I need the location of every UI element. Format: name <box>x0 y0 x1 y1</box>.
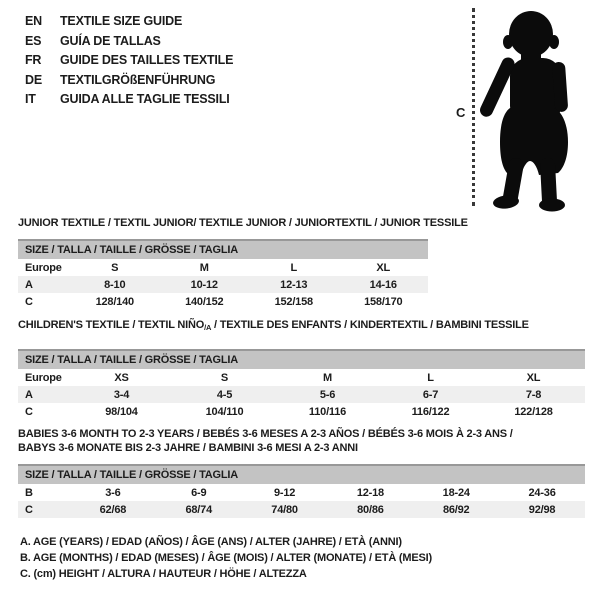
size-table-children <box>18 369 585 420</box>
size-header-bar: SIZE / TALLA / TAILLE / GRÖSSE / TAGLIA <box>18 349 585 369</box>
table-cell: 98/104 <box>105 405 138 418</box>
language-code: FR <box>25 53 42 67</box>
table-cell: 128/140 <box>95 295 134 308</box>
table-cell: 86/92 <box>413 501 499 518</box>
table-cell: M <box>323 371 332 384</box>
table-cell: M <box>199 261 209 274</box>
language-code: DE <box>25 72 42 87</box>
table-row <box>18 484 585 501</box>
size-header-bar: SIZE / TALLA / TAILLE / GRÖSSE / TAGLIA <box>18 239 428 259</box>
section-title: JUNIOR TEXTILE / TEXTIL JUNIOR/ TEXTILE JUNIOR / JUNIORTEXTIL / JUNIOR TESSILE <box>18 217 468 229</box>
table-cell: Europe <box>25 261 62 274</box>
height-measure-dotted-line <box>472 8 475 206</box>
language-row-en <box>25 12 233 32</box>
table-cell: 104/110 <box>205 405 244 418</box>
table-cell: 152/158 <box>274 295 313 308</box>
table-cell: XL <box>526 371 541 384</box>
table-cell: 110/116 <box>308 405 347 418</box>
table-cell: B <box>25 486 33 499</box>
title-text: / TEXTILE DES ENFANTS / KINDERTEXTIL / BAMBINI TESSILE <box>211 319 529 331</box>
table-row <box>18 276 428 293</box>
title-line-2: BABYS 3-6 MONATE BIS 2-3 JAHRE / BAMBINI 3-6 MESI A 2-3 ANNI <box>18 442 358 454</box>
table-cell: 116/122 <box>411 405 450 418</box>
table-cell: 74/80 <box>242 501 328 518</box>
footnote-b: B. AGE (MONTHS) / EDAD (MESES) / ÂGE (MOIS) / ALTER (MONATE) / ETÀ (MESI) <box>20 552 432 565</box>
table-cell: XS <box>114 371 129 384</box>
table-cell: 7-8 <box>482 386 585 403</box>
table-cell: 5-6 <box>276 386 379 403</box>
table-cell: 92/98 <box>499 501 585 518</box>
table-cell: C <box>18 501 70 518</box>
toddler-silhouette-icon <box>480 8 572 212</box>
language-title: GUÍA DE TALLAS <box>60 33 161 48</box>
table-row <box>18 501 585 518</box>
section-title <box>18 427 585 455</box>
language-row-fr <box>25 51 233 71</box>
table-cell: L <box>427 371 434 384</box>
table-cell: 12-18 <box>356 486 384 499</box>
language-code: EN <box>25 14 42 28</box>
table-cell: 68/74 <box>156 501 242 518</box>
section-title <box>18 319 585 334</box>
section-babies <box>18 427 585 518</box>
table-row <box>18 386 585 403</box>
table-row <box>18 403 585 420</box>
table-row <box>18 369 585 386</box>
table-cell: 9-12 <box>273 486 296 499</box>
footnote-legend <box>20 534 432 583</box>
table-cell: 6-7 <box>379 386 482 403</box>
table-cell: 3-6 <box>105 486 121 499</box>
table-cell: 158/170 <box>364 295 403 308</box>
table-cell: Europe <box>25 371 62 384</box>
title-line-1: BABIES 3-6 MONTH TO 2-3 YEARS / BEBÉS 3-6 MESES A 2-3 AÑOS / BÉBÉS 3-6 MOIS À 2-3 ANS / <box>18 428 513 440</box>
footnote-c: C. (cm) HEIGHT / ALTURA / HAUTEUR / HÖHE / ALTEZZA <box>20 568 307 581</box>
height-measure-label: C <box>456 105 466 120</box>
title-text: CHILDREN'S TEXTILE / TEXTIL NIÑO <box>18 319 205 331</box>
language-row-de <box>25 71 233 91</box>
table-cell: 8-10 <box>70 276 160 293</box>
table-cell: 140/152 <box>185 295 224 308</box>
language-title: GUIDE DES TAILLES TEXTILE <box>60 53 234 67</box>
section-childrens-textile <box>18 319 585 420</box>
table-row <box>18 259 428 276</box>
language-row-it <box>25 90 233 110</box>
table-cell: A <box>18 386 70 403</box>
language-title: GUIDA ALLE TAGLIE TESSILI <box>60 92 230 106</box>
table-cell: 24-36 <box>528 486 556 499</box>
language-code: IT <box>25 92 36 106</box>
table-cell: A <box>18 276 70 293</box>
table-cell: S <box>111 261 119 274</box>
language-title: TEXTILE SIZE GUIDE <box>60 14 183 28</box>
table-cell: 80/86 <box>327 501 413 518</box>
table-cell: 4-5 <box>173 386 276 403</box>
table-cell: 6-9 <box>191 486 207 499</box>
language-title: TEXTILGRÖßENFÜHRUNG <box>60 72 216 87</box>
table-cell: 62/68 <box>70 501 156 518</box>
table-cell: 122/128 <box>514 405 553 418</box>
table-cell: S <box>220 371 229 384</box>
size-table-junior <box>18 259 428 310</box>
language-title-list <box>25 12 233 110</box>
table-cell: 12-13 <box>249 276 339 293</box>
table-cell: C <box>25 295 33 308</box>
table-cell: 18-24 <box>442 486 470 499</box>
table-cell: 10-12 <box>160 276 250 293</box>
table-cell: C <box>25 405 33 418</box>
table-row <box>18 293 428 310</box>
section-junior-textile <box>18 217 468 310</box>
language-code: ES <box>25 33 42 48</box>
table-cell: 14-16 <box>339 276 429 293</box>
table-cell: 3-4 <box>70 386 173 403</box>
size-header-bar: SIZE / TALLA / TAILLE / GRÖSSE / TAGLIA <box>18 464 585 484</box>
table-cell: L <box>290 261 298 274</box>
table-cell: XL <box>376 261 391 274</box>
language-row-es <box>25 32 233 52</box>
size-table-babies <box>18 484 585 518</box>
footnote-a: A. AGE (YEARS) / EDAD (AÑOS) / ÂGE (ANS) / ALTER (JAHRE) / ETÀ (ANNI) <box>20 536 402 548</box>
title-subscript: /A <box>204 323 212 332</box>
